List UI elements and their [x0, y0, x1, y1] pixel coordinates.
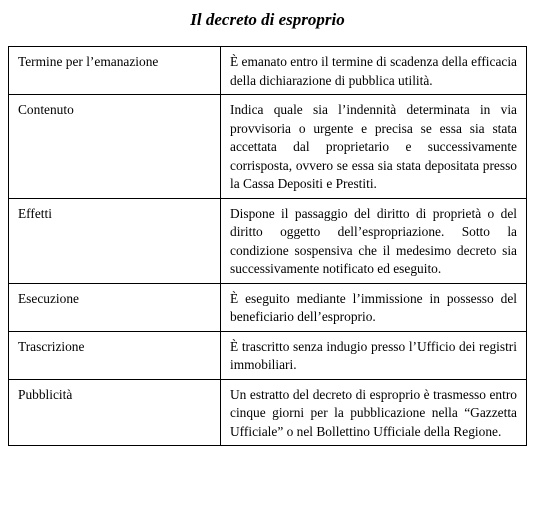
row-term: Termine per l’emanazione	[9, 47, 221, 95]
row-description: È emanato entro il termine di scadenza della efficacia della dichiarazione di pubblica utilità.	[221, 47, 527, 95]
document-title: Il decreto di esproprio	[190, 10, 345, 29]
table-row	[9, 331, 527, 379]
row-description: Dispone il passaggio del diritto di proprietà o del diritto oggetto dell’espropriazione. Sotto la condizione sospensiva che il medesimo decreto sia successivamente notificato ed eseguito.	[221, 198, 527, 283]
row-term: Esecuzione	[9, 283, 221, 331]
table-row	[9, 379, 527, 446]
table-row	[9, 198, 527, 283]
row-term: Contenuto	[9, 95, 221, 199]
row-description: Indica quale sia l’indennità determinata in via provvisoria o urgente e precisa se essa sia stata accettata dal proprietario e successivamente corrisposta, ovvero se essa sia stata depositata presso la Cassa Depositi e Prestiti.	[221, 95, 527, 199]
table-row	[9, 95, 527, 199]
table-row	[9, 283, 527, 331]
row-description: Un estratto del decreto di esproprio è trasmesso entro cinque giorni per la pubblicazione nella “Gazzetta Ufficiale” o nel Bollettino Ufficiale della Regione.	[221, 379, 527, 446]
row-description: È eseguito mediante l’immissione in possesso del beneficiario dell’esproprio.	[221, 283, 527, 331]
table-row	[9, 47, 527, 95]
row-term: Effetti	[9, 198, 221, 283]
row-term: Trascrizione	[9, 331, 221, 379]
row-description: È trascritto senza indugio presso l’Ufficio dei registri immobiliari.	[221, 331, 527, 379]
row-term: Pubblicità	[9, 379, 221, 446]
decree-table	[8, 46, 527, 446]
